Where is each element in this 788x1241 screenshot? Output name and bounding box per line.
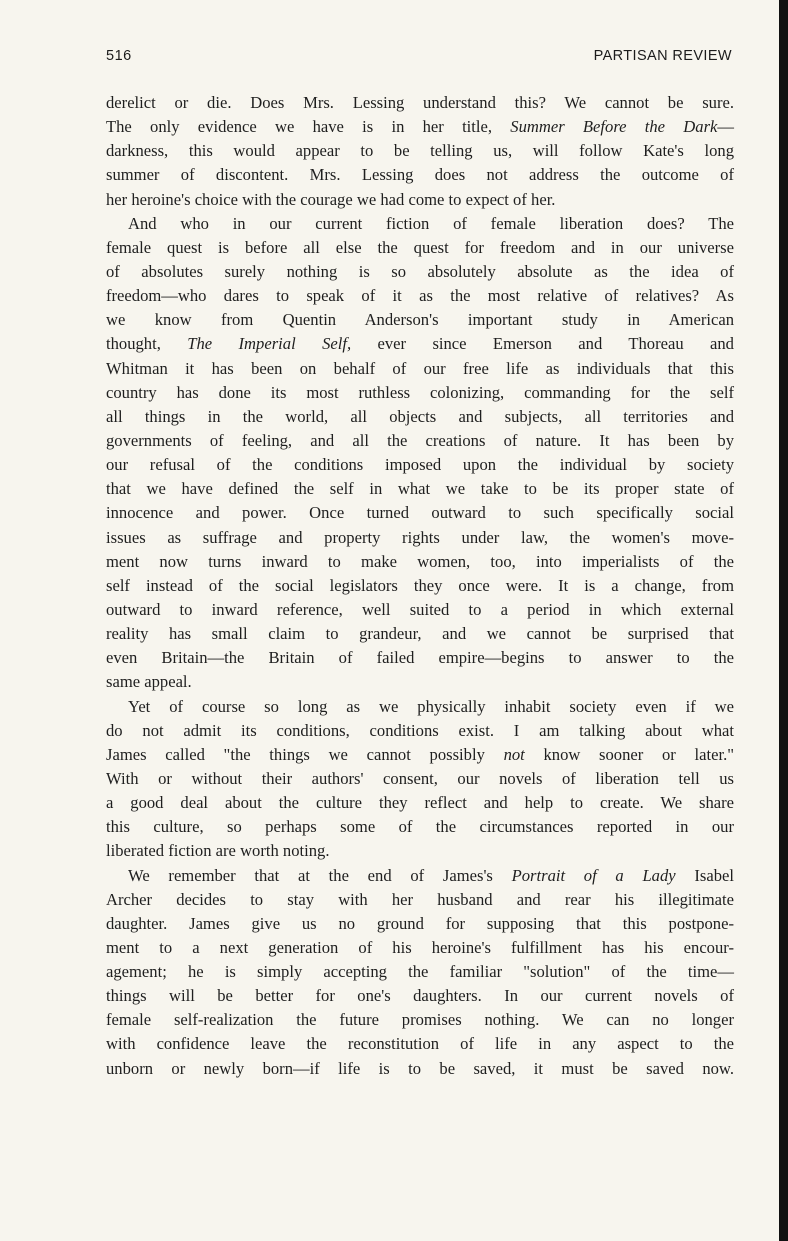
text-run: Isabel: [675, 865, 734, 885]
text-run: even Britain—the Britain of failed empire—begins to answer to the: [106, 648, 734, 668]
text-run: governments of feeling, and all the creations of nature. It has been by: [106, 430, 734, 450]
text-run: agement; he is simply accepting the familiar "solution" of the time—: [106, 962, 734, 982]
text-run: know sooner or later.": [524, 744, 734, 764]
text-run: of absolutes surely nothing is so absolutely absolute as the idea of: [106, 261, 734, 281]
text-line: [106, 284, 734, 308]
italic-title: Summer Before the Dark: [510, 117, 718, 137]
text-run: female quest is before all else the quest for freedom and in our universe: [106, 237, 734, 257]
text-run: The only evidence we have is in her title,: [106, 117, 511, 137]
text-run: issues as suffrage and property rights under law, the women's move-: [106, 527, 734, 547]
text-run: With or without their authors' consent, our novels of liberation tell us: [106, 768, 734, 788]
text-run: —: [717, 117, 734, 137]
text-run: all things in the world, all objects and subjects, all territories and: [106, 406, 734, 426]
text-run: our refusal of the conditions imposed upon the individual by society: [106, 455, 734, 475]
text-run: And who in our current fiction of female liberation does? The: [128, 213, 734, 233]
text-run: outward to inward reference, well suited to a period in which external: [106, 599, 734, 619]
text-line: [106, 139, 734, 163]
text-line: [106, 888, 734, 912]
text-line: [106, 1032, 734, 1056]
text-run: unborn or newly born—if life is to be saved, it must be saved now.: [106, 1058, 734, 1078]
text-run: darkness, this would appear to be telling us, will follow Kate's long: [106, 141, 734, 161]
text-run: ment now turns inward to make women, too, into imperialists of the: [106, 551, 734, 571]
text-line: [106, 622, 734, 646]
text-run: country has done its most ruthless colonizing, commanding for the self: [106, 382, 734, 402]
text-run: reality has small claim to grandeur, and we cannot be surprised that: [106, 624, 734, 644]
text-run: freedom—who dares to speak of it as the most relative of relatives? As: [106, 286, 734, 306]
text-line: [106, 357, 734, 381]
text-run: Yet of course so long as we physically inhabit society even if we: [128, 696, 734, 716]
text-line: [106, 695, 734, 719]
running-head: [106, 48, 732, 68]
text-run: do not admit its conditions, conditions exist. I am talking about what: [106, 720, 734, 740]
text-line: [106, 381, 734, 405]
text-run: thought,: [106, 334, 188, 354]
text-run: her heroine's choice with the courage we had come to expect of her.: [106, 189, 556, 209]
text-run: ever since Emerson and Thoreau and: [351, 334, 734, 354]
text-run: things will be better for one's daughters. In our current novels of: [106, 986, 734, 1006]
text-line: [106, 91, 734, 115]
text-line: [106, 429, 734, 453]
text-line: [106, 839, 734, 863]
text-run: with confidence leave the reconstitution of life in any aspect to the: [106, 1034, 734, 1054]
text-line: [106, 1008, 734, 1032]
text-line: [106, 550, 734, 574]
text-line: [106, 501, 734, 525]
text-run: self instead of the social legislators they once were. It is a change, from: [106, 575, 734, 595]
italic-title: The Imperial Self,: [187, 334, 352, 354]
text-line: [106, 719, 734, 743]
text-run: derelict or die. Does Mrs. Lessing understand this? We cannot be sure.: [106, 93, 734, 112]
text-line: [106, 163, 734, 187]
text-run: innocence and power. Once turned outward to such specifically social: [106, 503, 734, 523]
text-line: [106, 212, 734, 236]
text-line: [106, 646, 734, 670]
text-run: liberated fiction are worth noting.: [106, 841, 330, 861]
text-line: [106, 767, 734, 791]
text-line: [106, 574, 734, 598]
text-line: [106, 236, 734, 260]
journal-title: PARTISAN REVIEW: [593, 48, 732, 64]
page-number: 516: [106, 48, 132, 64]
text-line: [106, 864, 734, 888]
text-line: [106, 308, 734, 332]
text-line: [106, 405, 734, 429]
text-line: [106, 332, 734, 356]
article-body: [106, 91, 734, 1081]
text-run: Archer decides to stay with her husband and rear his illegitimate: [106, 889, 734, 909]
text-line: [106, 477, 734, 501]
text-line: [106, 260, 734, 284]
text-run: that we have defined the self in what we take to be its proper state of: [106, 479, 734, 499]
text-run: daughter. James give us no ground for supposing that this postpone-: [106, 913, 734, 933]
text-run: ment to a next generation of his heroine's fulfillment has his encour-: [106, 937, 734, 957]
text-run: female self-realization the future promises nothing. We can no longer: [106, 1010, 734, 1030]
text-line: [106, 791, 734, 815]
text-line: [106, 526, 734, 550]
italic-title: Portrait of a Lady: [511, 865, 676, 885]
text-line: [106, 960, 734, 984]
text-run: James called "the things we cannot possibly: [106, 744, 504, 764]
text-line: [106, 984, 734, 1008]
page-edge-shadow: [779, 0, 788, 1241]
text-run: a good deal about the culture they reflect and help to create. We share: [106, 793, 734, 813]
text-run: we know from Quentin Anderson's important study in American: [106, 310, 734, 330]
text-line: [106, 115, 734, 139]
text-run: this culture, so perhaps some of the circumstances reported in our: [106, 817, 734, 837]
text-line: [106, 598, 734, 622]
text-run: same appeal.: [106, 672, 192, 692]
text-run: Whitman it has been on behalf of our free life as individuals that this: [106, 358, 734, 378]
text-line: [106, 815, 734, 839]
text-line: [106, 1057, 734, 1081]
text-line: [106, 912, 734, 936]
text-run: summer of discontent. Mrs. Lessing does not address the outcome of: [106, 165, 734, 185]
text-run: We remember that at the end of James's: [128, 865, 512, 885]
text-line: [106, 670, 734, 694]
text-line: [106, 936, 734, 960]
text-line: [106, 453, 734, 477]
text-line: [106, 188, 734, 212]
text-line: [106, 743, 734, 767]
italic-title: not: [503, 744, 525, 764]
